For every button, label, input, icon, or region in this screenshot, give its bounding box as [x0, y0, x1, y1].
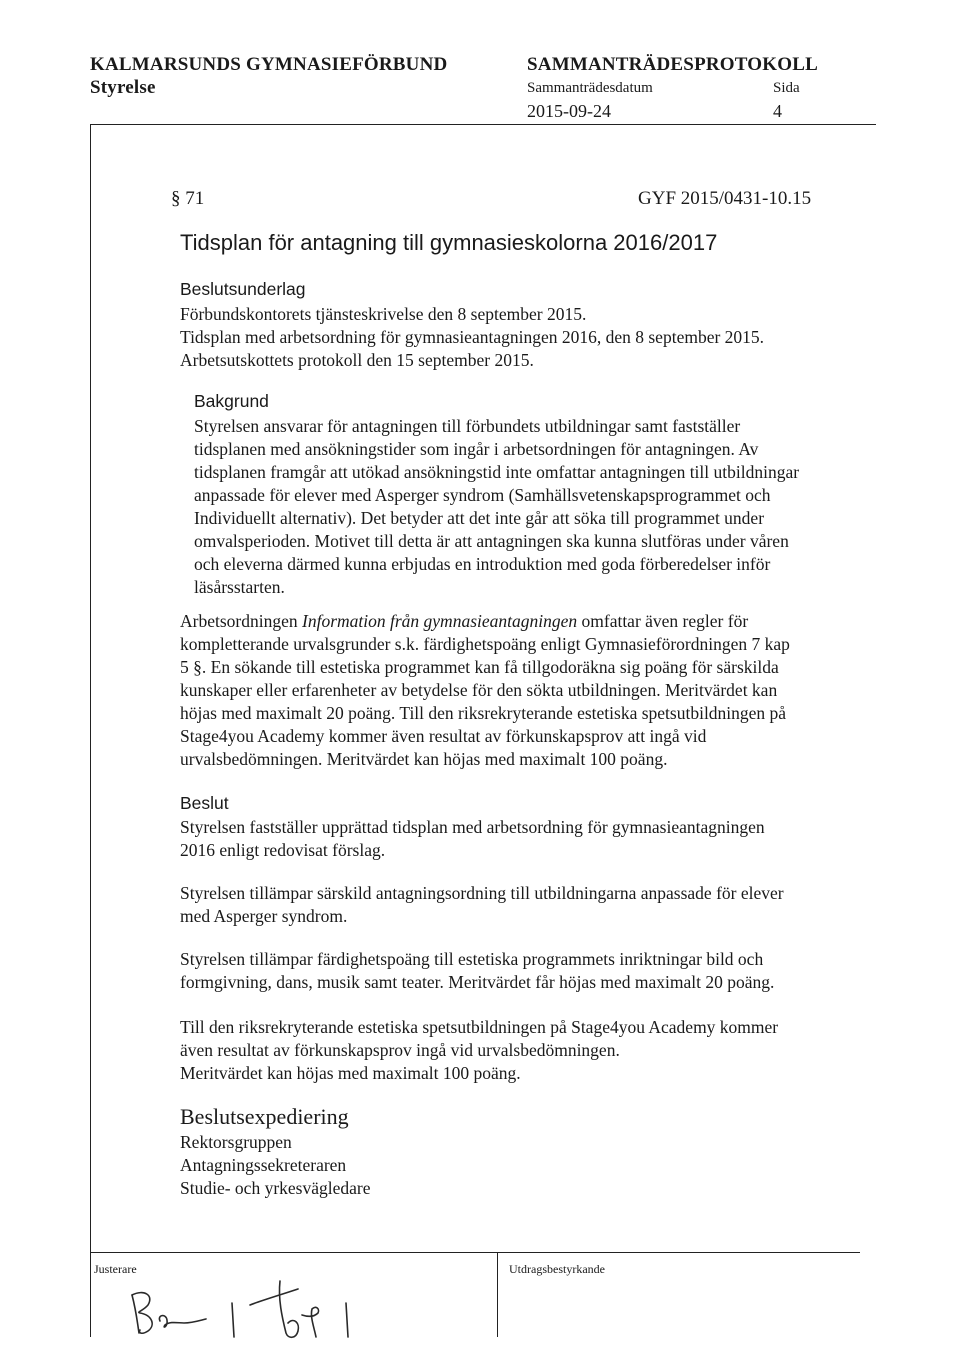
section-title: Tidsplan för antagning till gymnasieskolorna 2016/2017 — [180, 230, 718, 255]
header-rule — [90, 124, 876, 125]
beslut-heading: Beslut — [180, 793, 229, 813]
case-number: GYF 2015/0431-10.15 — [638, 188, 812, 209]
expediering-list — [180, 1131, 370, 1200]
bakgrund-paragraph-2 — [180, 610, 870, 771]
signature-stroke — [302, 1307, 319, 1337]
bakgrund-heading: Bakgrund — [194, 391, 269, 411]
text-line: tidsplanen framgår att utökad ansökningstid inte omfattar antagningen till utbildningar — [194, 462, 800, 482]
text-line: Till den riksrekryterande estetiska spetsutbildningen på Stage4you Academy kommer — [180, 1017, 779, 1037]
underlag-item: Förbundskontorets tjänsteskrivelse den 8 september 2015. — [180, 304, 587, 324]
footer-divider-rule — [497, 1252, 498, 1337]
justerare-label: Justerare — [94, 1262, 137, 1276]
meeting-date: 2015-09-24 — [527, 101, 611, 121]
text-line: höjas med maximalt 20 poäng. Till den riksrekryterande estetiska spetsutbildningen på — [180, 703, 787, 723]
text-line: med Asperger syndrom. — [180, 906, 348, 926]
bakgrund-paragraph-1 — [194, 415, 874, 599]
underlag-item: Arbetsutskottets protokoll den 15 september 2015. — [180, 350, 534, 370]
unit-name: Styrelse — [90, 77, 156, 98]
text-line: omvalsperioden. Motivet till detta är att antagningen ska kunna slutföras under våren — [194, 531, 789, 551]
signature-stroke — [159, 1316, 206, 1327]
beslut-paragraph-1 — [180, 816, 765, 862]
date-label: Sammanträdesdatum — [527, 80, 653, 96]
text-line: Styrelsen tillämpar särskild antagningsordning till utbildningarna anpassade för elever — [180, 883, 784, 903]
text-line: Meritvärdet kan höjas med maximalt 100 poäng. — [180, 1063, 521, 1083]
text-line: och eleverna därmed kunna erbjudas en introduktion med goda förberedelser inför — [194, 554, 771, 574]
utdragsbestyrkande-label: Utdragsbestyrkande — [509, 1262, 605, 1276]
paragraph-number: § 71 — [171, 188, 205, 209]
organization-name: KALMARSUNDS GYMNASIEFÖRBUND — [90, 54, 448, 75]
text-line: Styrelsen fastställer upprättad tidsplan med arbetsordning för gymnasieantagningen — [180, 817, 765, 837]
beslut-paragraph-3 — [180, 948, 774, 994]
recipient-item: Antagningssekreteraren — [180, 1155, 347, 1175]
footer-top-rule — [90, 1252, 860, 1253]
recipient-item: Studie- och yrkesvägledare — [180, 1178, 371, 1198]
document-reference: Information från gymnasieantagningen — [302, 611, 578, 631]
signature-stroke — [132, 1293, 152, 1334]
page-label: Sida — [773, 80, 800, 96]
signature-stroke — [346, 1303, 348, 1337]
text-line: tidsplanen med ansökningstider som ingår i arbetsordningen för antagningen. Av — [194, 439, 759, 459]
justerare-signatures — [110, 1275, 450, 1350]
beslutsunderlag-list — [180, 303, 764, 372]
document-type: SAMMANTRÄDESPROTOKOLL — [527, 54, 818, 75]
text-line: även resultat av förkunskapsprov ingå vid urvalsbedömningen. — [180, 1040, 620, 1060]
page-number: 4 — [773, 101, 782, 121]
text-line: anpassade för elever med Asperger syndrom (Samhällsvetenskapsprogrammet och — [194, 485, 771, 505]
underlag-item: Tidsplan med arbetsordning för gymnasieantagningen 2016, den 8 september 2015. — [180, 327, 765, 347]
text-line: kompletterande urvalsgrunder s.k. färdighetspoäng enligt Gymnasieförordningen 7 kap — [180, 634, 790, 654]
left-margin-rule — [90, 124, 91, 1252]
text-line: urvalsbedömningen. Meritvärdet kan höjas med maximalt 100 poäng. — [180, 749, 668, 769]
text-line: Styrelsen tillämpar färdighetspoäng till estetiska programmets inriktningar bild och — [180, 949, 764, 969]
beslut-paragraph-4 — [180, 1016, 778, 1085]
text-line: Arbetsordningen Information från gymnasieantagningen omfattar även regler för — [180, 611, 749, 631]
text-line: formgivning, dans, musik samt teater. Meritvärdet får höjas med maximalt 20 poäng. — [180, 972, 775, 992]
text-line: 5 §. En sökande till estetiska programmet kan få tillgodoräkna sig poäng för särskilda — [180, 657, 779, 677]
text-line: kunskaper eller erfarenheter av betydelse för den sökta utbildningen. Meritvärdet kan — [180, 680, 778, 700]
expediering-heading: Beslutsexpediering — [180, 1104, 349, 1129]
text-line: Individuellt alternativ). Det betyder att det inte går att söka till programmet under — [194, 508, 765, 528]
signature-stroke — [250, 1289, 298, 1305]
beslutsunderlag-heading: Beslutsunderlag — [180, 279, 306, 299]
text-line: Stage4you Academy kommer även resultat av förkunskapsprov att ingå vid — [180, 726, 707, 746]
text-line: Styrelsen ansvarar för antagningen till förbundets utbildningar samt fastställer — [194, 416, 741, 436]
signature-stroke — [232, 1303, 234, 1337]
text-line: läsårsstarten. — [194, 577, 285, 597]
signature-stroke — [132, 1295, 139, 1333]
footer-left-rule — [90, 1252, 91, 1337]
recipient-item: Rektorsgruppen — [180, 1132, 292, 1152]
beslut-paragraph-2 — [180, 882, 784, 928]
text-line: 2016 enligt redovisat förslag. — [180, 840, 386, 860]
